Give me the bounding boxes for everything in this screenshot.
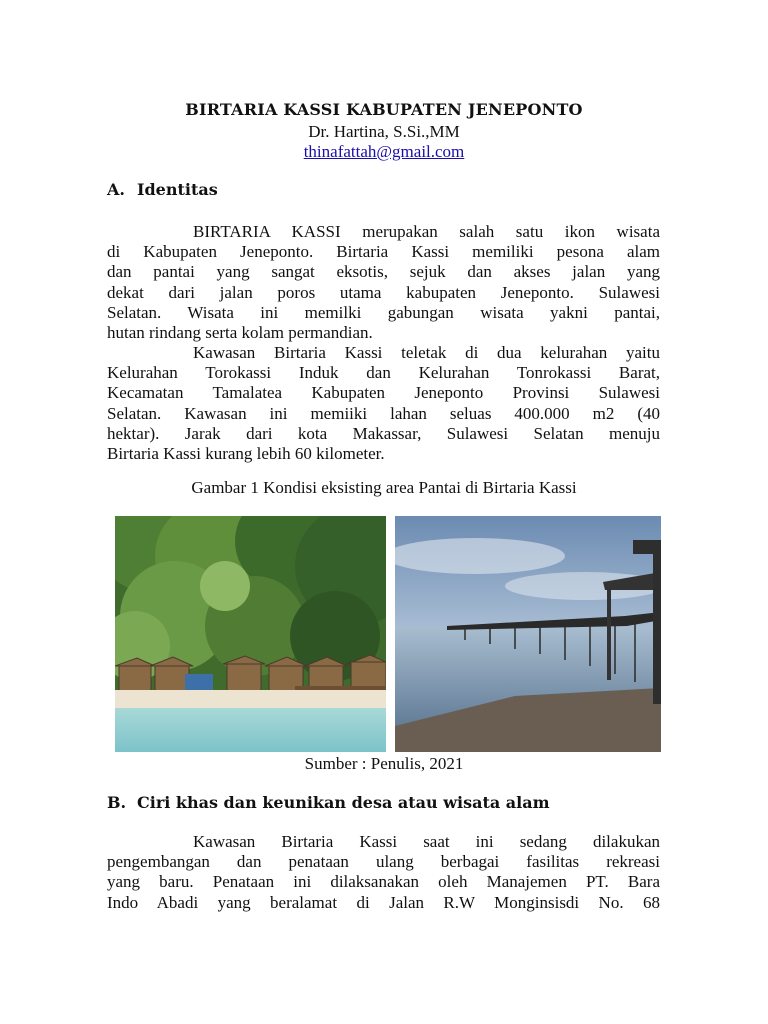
- paragraph-line: Selatan. Kawasan ini memiiki lahan seluas 400.000 m2 (40: [107, 403, 660, 423]
- paragraph-line: di Kabupaten Jeneponto. Birtaria Kassi memiliki pesona alam: [107, 242, 660, 262]
- paragraph-line: Kelurahan Torokassi Induk dan Kelurahan Tonrokassi Barat,: [107, 363, 660, 383]
- section-b-title: Ciri khas dan keunikan desa atau wisata alam: [137, 793, 550, 812]
- paragraph-line: Birtaria Kassi kurang lebih 60 kilometer.: [107, 443, 385, 463]
- section-a-title: Identitas: [137, 180, 218, 199]
- paragraph-line: pengembangan dan penataan ulang berbagai fasilitas rekreasi: [107, 852, 660, 872]
- paragraph-line: yang baru. Penataan ini dilaksanakan oleh Manajemen PT. Bara: [107, 872, 660, 892]
- paragraph-line: Kawasan Birtaria Kassi teletak di dua kelurahan yaitu: [193, 343, 660, 362]
- paragraph-line: Kawasan Birtaria Kassi saat ini sedang dilakukan: [193, 832, 660, 851]
- author-email: [0, 142, 768, 162]
- section-a-paragraph-1: [107, 222, 660, 343]
- paragraph-line: dan pantai yang sangat eksotis, sejuk dan akses jalan yang: [107, 262, 660, 282]
- section-a-paragraph-2: [107, 343, 660, 464]
- pier-photo: [395, 516, 661, 752]
- section-b-paragraph-1: [107, 832, 660, 913]
- figure-caption: Gambar 1 Kondisi eksisting area Pantai di Birtaria Kassi: [191, 478, 577, 497]
- section-a-number: A.: [107, 180, 125, 199]
- paragraph-line: Kecamatan Tamalatea Kabupaten Jeneponto Provinsi Sulawesi: [107, 383, 660, 403]
- paragraph-line: hutan rindang serta kolam permandian.: [107, 322, 373, 342]
- paragraph-line: BIRTARIA KASSI merupakan salah satu ikon wisata: [193, 222, 660, 241]
- paragraph-line: dekat dari jalan poros utama kabupaten Jeneponto. Sulawesi: [107, 282, 660, 302]
- beach-huts-photo: [115, 516, 386, 752]
- document-title: BIRTARIA KASSI KABUPATEN JENEPONTO: [185, 100, 583, 119]
- author-name: Dr. Hartina, S.Si.,MM: [308, 122, 460, 141]
- section-b-heading: [107, 793, 550, 812]
- section-b-number: B.: [107, 793, 127, 812]
- paragraph-line: hektar). Jarak dari kota Makassar, Sulawesi Selatan menuju: [107, 423, 660, 443]
- figure-source: Sumber : Penulis, 2021: [304, 754, 464, 773]
- section-a-heading: [107, 180, 218, 199]
- email-link[interactable]: thinafattah@gmail.com: [303, 142, 465, 161]
- paragraph-line: Indo Abadi yang beralamat di Jalan R.W Monginsisdi No. 68: [107, 892, 660, 912]
- paragraph-line: Selatan. Wisata ini memilki gabungan wisata yakni pantai,: [107, 302, 660, 322]
